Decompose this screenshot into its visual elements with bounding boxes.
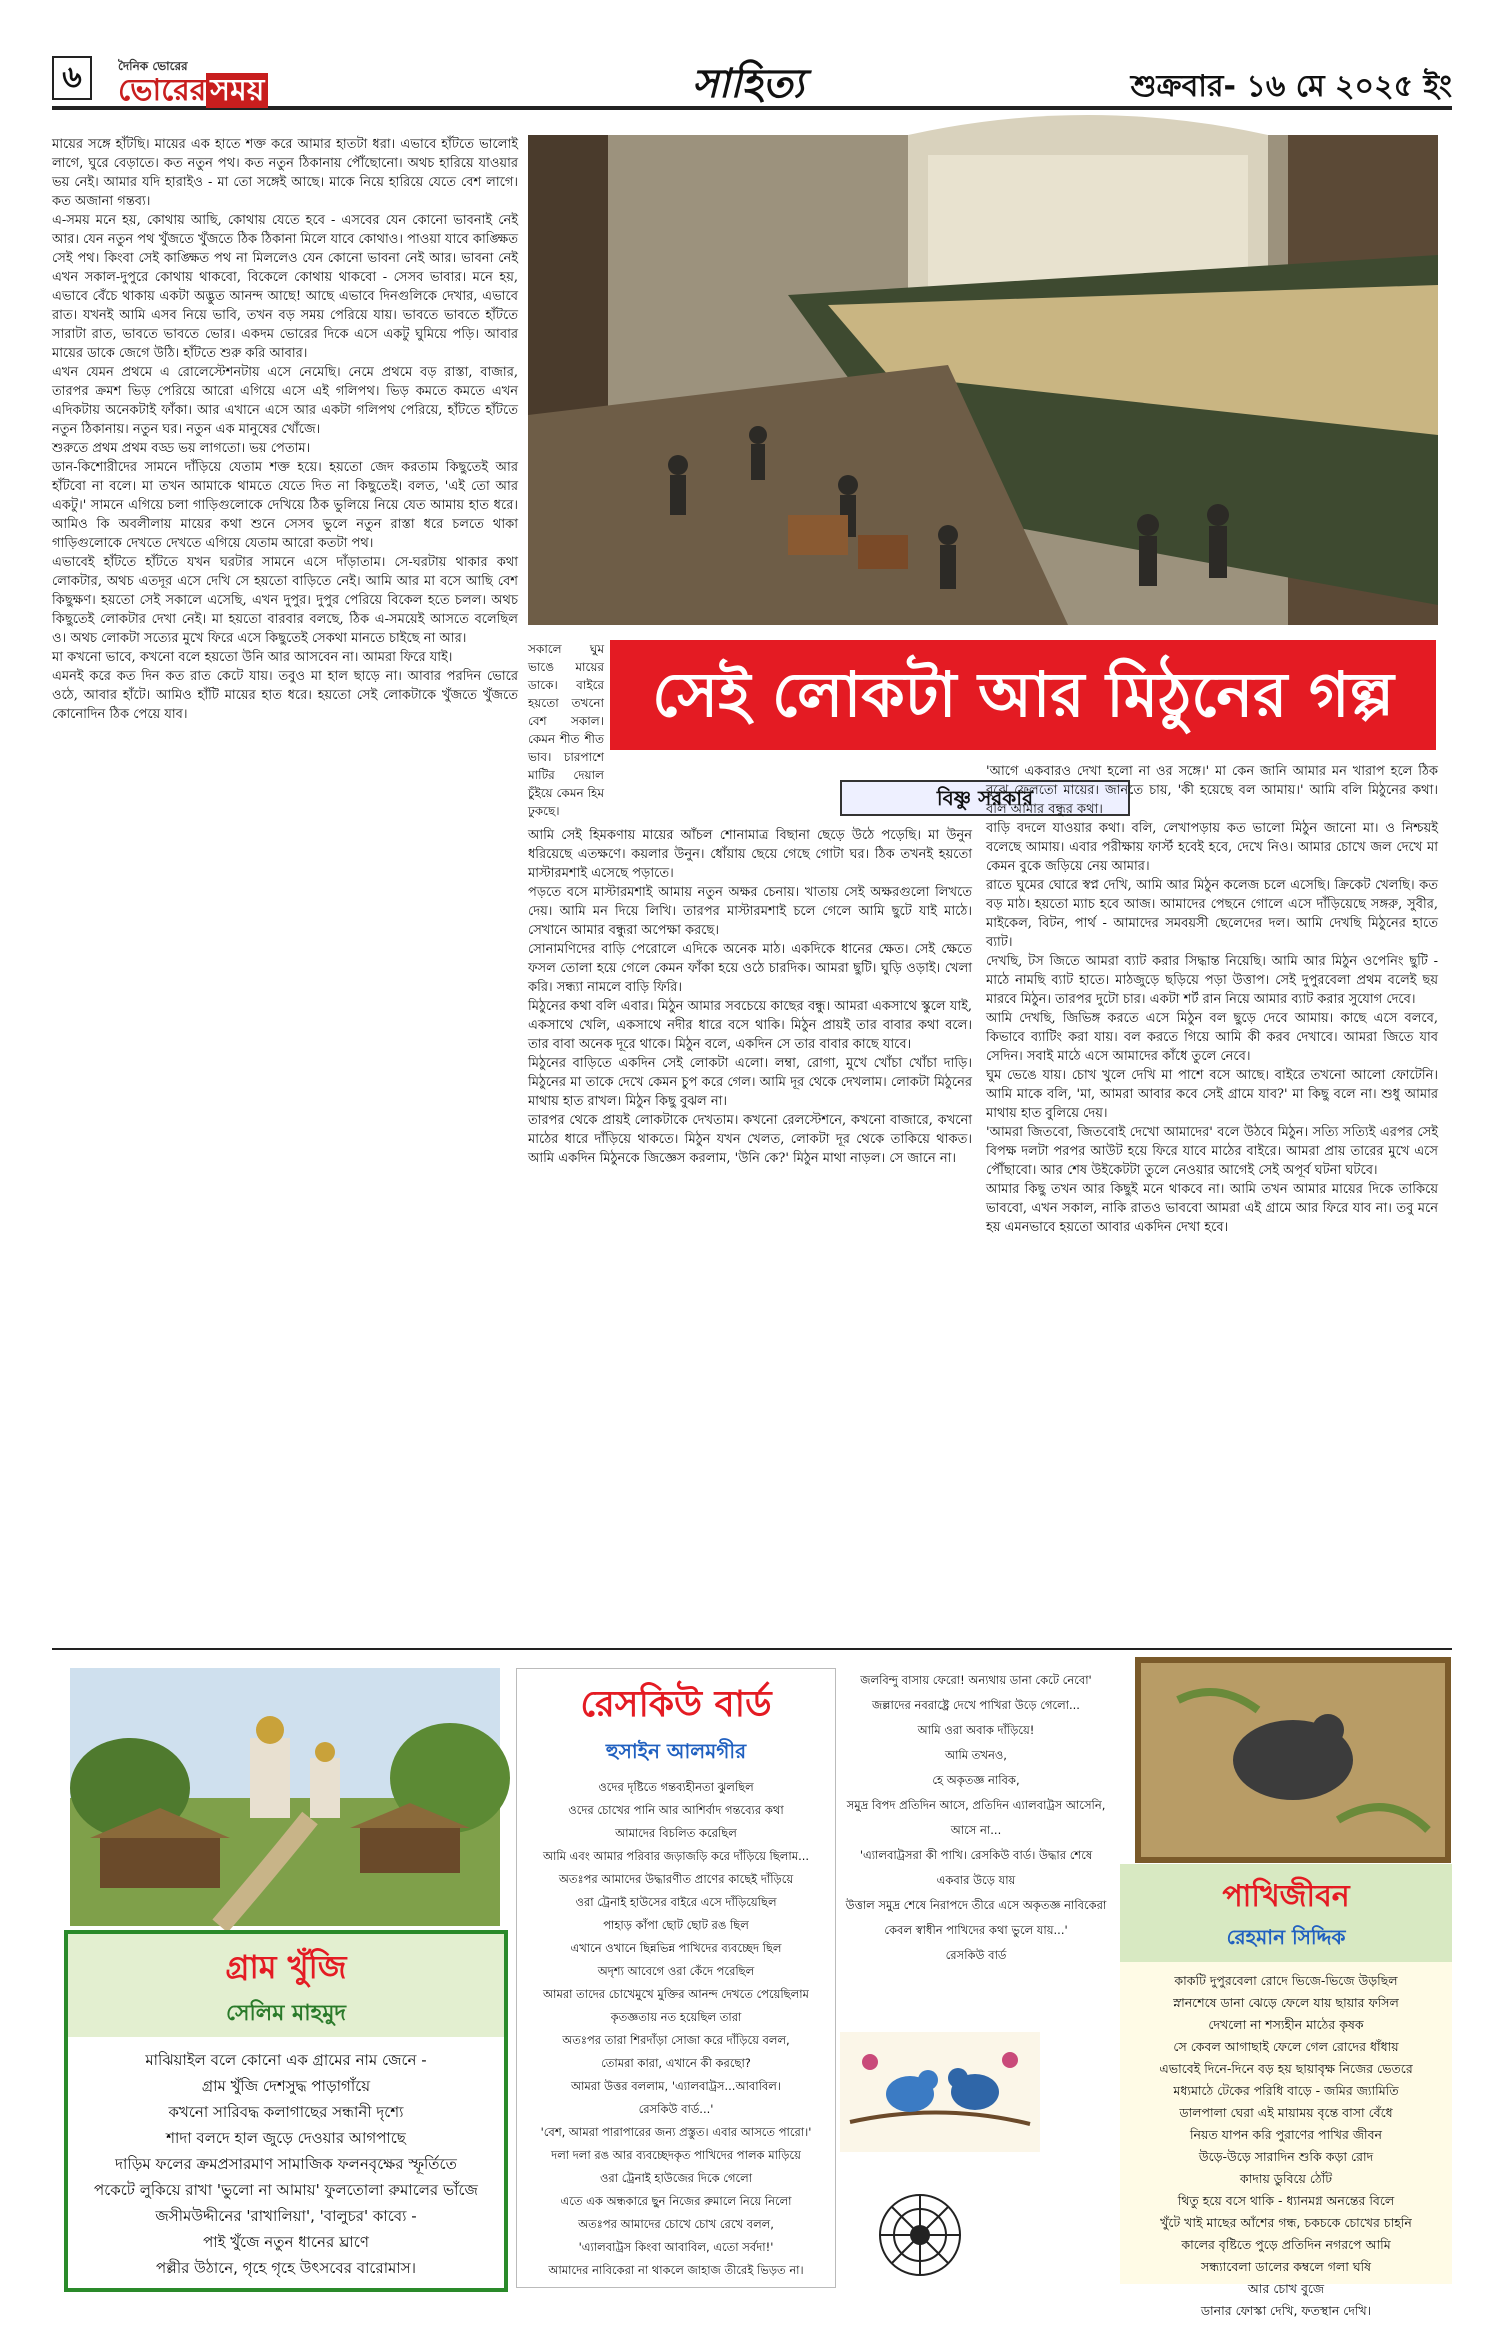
- poem-line: 'বেশ, আমরা পারাপারের জন্য প্রস্তুত। এবার আসতে পারো।': [540, 2125, 812, 2139]
- paragraph: এ-সময় মনে হয়, কোথায় আছি, কোথায় যেতে হবে - এসবের যেন কোনো ভাবনাই নেই আর। যেন নতুন পথ খুঁজতে খুঁজতে ঠিক ঠিকানা মিলে যাবে কোথাও। পাওয়া যাবে কাঙ্ক্ষিত সেই পথ। কিংবা সেই কাঙ্ক্ষিত পথ না মিললেও যেন কোনো ভাবনা নেই আর। ভাবনা নেই এখন সকাল-দুপুরে কোথায় থাকবো, বিকেলে কোথায় থাকবো - সেসব ভাবার। মনে হয়, এভাবে বেঁচে থাকায় একটা অদ্ভুত আনন্দ আছে! আছে এভাবে দিনগুলিকে দেখার, এভাবে রাত। যখনই আমি এসব নিয়ে ভাবি, তখন বড় সময় পেরিয়ে যায়। ভাবতে ভাবতে হাঁটতে সারাটা রাত, ভাবতে ভাবতে ভোর। একদম ভোরের দিকে এসে একটু ঘুমিয়ে পড়ি। আবার মায়ের ডাকে জেগে উঠি। হাঁটতে শুরু করি আবার।: [52, 213, 518, 361]
- poem-author: হুসাইন আলমগীর: [605, 1739, 747, 1763]
- poem-line: দেখলো না শস্যহীন মাঠের কৃষক: [1208, 2017, 1364, 2032]
- poem-line: জলবিন্দু বাসায় ফেরো! অন্যথায় ডানা কেটে নেবো': [860, 1673, 1092, 1687]
- poem-pakhijibon: [1120, 1864, 1452, 2318]
- story-author: বিষ্ণু সরকার: [840, 780, 1130, 816]
- railway-station-painting: [528, 135, 1438, 625]
- poem-line: একবার উড়ে যায়: [936, 1873, 1016, 1887]
- poem-line: কালের বৃষ্টিতে পুড়ে প্রতিদিন নগরপে আমি: [1181, 2237, 1391, 2252]
- poem-gram-khuji: [64, 1930, 508, 2292]
- poem-line: রেসকিউ বার্ড...': [638, 2102, 714, 2116]
- village-painting: [70, 1668, 500, 1926]
- poem-line: ওরা ট্রেনাই হাউজের দিকে গেলো: [599, 2171, 753, 2185]
- poem-line: কৃতজ্ঞতায় নত হয়েছিল তারা: [610, 2010, 742, 2024]
- village-svg: [70, 1668, 500, 1926]
- poem-line: দাড়িম ফলের ক্রমপ্রসারমাণ সামাজিক ফলনবৃক্ষের স্ফূর্তিতে: [115, 2155, 457, 2173]
- poem-line: উড়ে-উড়ে সারাদিন শুকি কড়া রোদ: [1198, 2149, 1374, 2164]
- poem-line: এভাবেই দিনে-দিনে বড় হয় ছায়াবৃক্ষ নিজের ভেতরে: [1159, 2061, 1413, 2076]
- poem-line: আমাদের নাবিকেরা না থাকলে জাহাজ তীরেই ভিড়ত না।: [548, 2263, 804, 2277]
- poem-line: গ্রাম খুঁজি দেশসুদ্ধ পাড়াগাঁয়ে: [201, 2077, 371, 2095]
- poem-rescue-bird-cont: [840, 1668, 1112, 2028]
- poem-line: হে অকৃতজ্ঞ নাবিক,: [932, 1773, 1020, 1787]
- poem-line: জসীমউদ্দীনের 'রাখালিয়া', 'বালুচর' কাব্যে -: [155, 2207, 417, 2225]
- poem-line: আমি তখনও,: [945, 1748, 1007, 1762]
- paragraph: এমনই করে কত দিন কত রাত কেটে যায়। তবুও মা হাল ছাড়ে না। আবার পরদিন ভোরে ওঠে, আবার হাঁটে। আমিও হাঁটি মায়ের হাত ধরে। হয়তো সেই লোকটাকে খুঁজতে খুঁজতে কোনোদিন ঠিক পেয়ে যাব।: [52, 669, 518, 722]
- poem-line: ডালপালা ঘেরা এই মায়াময় বৃন্তে বাসা বেঁধে: [1179, 2105, 1393, 2120]
- mandala-svg: [860, 2180, 980, 2290]
- paragraph: রাতে ঘুমের ঘোরে স্বপ্ন দেখি, আমি আর মিঠুন কলেজ চলে এসেছি। ক্রিকেট খেলছি। কত বড় মাঠ। হয়তো ম্যাচ হবে আজ। আমাদের পেছনে গোলে এসে দাঁড়িয়েছে সঙ্গরু, সুবীর, মাইকেল, বিটন, পার্থ - আমাদের সমবয়সী ছেলেদের দল। আমি দেখছি মিঠুনের হাতে ব্যাট।: [986, 878, 1438, 950]
- paragraph: তারপর থেকে প্রায়ই লোকটাকে দেখতাম। কখনো রেলস্টেশনে, কখনো বাজারে, কখনো মাঠের ধারে দাঁড়িয়ে থাকতে। মিঠুন যখন খেলত, লোকটা দূর থেকে তাকিয়ে থাকত। আমি একদিন মিঠুনকে জিজ্ঞেস করলাম, 'উনি কে?' মিঠুন মাথা নাড়ল। সে জানে না।: [528, 1113, 972, 1166]
- poem-line: তোমরা কারা, এখানে কী করছো?: [601, 2056, 751, 2070]
- poem-line: এখানে ওখানে ছিন্নভিন্ন পাখিদের ব্যবচ্ছেদ ছিল: [570, 1941, 782, 1955]
- poem-line: আসে না...: [950, 1823, 1002, 1837]
- page-number: ৬: [52, 56, 92, 100]
- poem-line: মধ্যমাঠে টেকের পরিধি বাড়ে - জমির জ্যামিতি: [1173, 2083, 1399, 2098]
- section-title: সাহিত্য: [692, 60, 805, 107]
- poem-rescue-bird: [516, 1668, 836, 2288]
- poem-line: অতঃপর আমাদের উদ্ধারণীত প্রাণের কাছেই দাঁড়িয়ে: [558, 1872, 794, 1886]
- paragraph: মিঠুনের কথা বলি এবার। মিঠুন আমার সবচেয়ে কাছের বন্ধু। আমরা একসাথে স্কুলে যাই, একসাথে খেলি, একসাথে নদীর ধারে বসে থাকি। মিঠুন প্রায়ই তার বাবার কথা বলে। তার বাবা অনেক দূরে থাকে। মিঠুন বলে, একদিন সে তার বাবার কাছে যাবে।: [528, 999, 972, 1052]
- poem-line: নিয়ত যাপন করি পুরাণের পাখির জীবন: [1189, 2127, 1382, 2142]
- poem-line: জল্লাদের নবরাষ্ট্রে দেখে পাখিরা উড়ে গেলো...: [872, 1698, 1080, 1712]
- poem-line: আমরা তাদের চোখেমুখে মুক্তির আনন্দ দেখতে পেয়েছিলাম: [543, 1987, 809, 2001]
- paragraph: এভাবেই হাঁটতে হাঁটতে যখন ঘরটার সামনে এসে দাঁড়াতাম। সে-ঘরটায় থাকার কথা লোকটার, অথচ এতদূর এসে দেখি সে হয়তো বাড়িতে নেই। আমি আর মা বসে আছি বেশ কিছুক্ষণ। হয়তো সেই সকালে এসেছি, এখন দুপুর। দুপুর পেরিয়ে বিকেল হতে চলল। অথচ কিছুতেই লোকটার দেখা নেই। মা হয়তো বারবার বলছে, ঠিক এ-সময়েই আসতে বলেছিল ও। অথচ লোকটা সত্যের মুখে ফিরে এসে কিছুতেই সেকথা মানতে চাইছে না আর।: [52, 555, 518, 646]
- poem-line: দলা দলা রঙ আর ব্যবচ্ছেদকৃত পাখিদের পালক মাড়িয়ে: [551, 2148, 801, 2162]
- poem-line: পকেটে লুকিয়ে রাখা 'ভুলো না আমায়' ফুলতোলা রুমালের ভাঁজে: [94, 2181, 478, 2199]
- poem-line: কেবল স্বাধীন পাখিদের কথা ভুলে যায়...': [884, 1923, 1068, 1937]
- bird-painting: [1138, 1660, 1448, 1860]
- story-column-2: সকালে ঘুম ভাঙে মায়ের ডাকে। বাইরে হয়তো তখনো বেশ সকাল। কেমন শীত শীত ভাব। চারপাশে মাটির দেয়াল চুঁইয়ে কেমন হিম ঢুকছে।: [528, 642, 604, 818]
- section-divider: [52, 1648, 1452, 1650]
- poem-line: কাদায় ডুবিয়ে ঠোঁট: [1239, 2171, 1333, 2186]
- poem-line: ডানার ফোস্কা দেখি, ফতস্থান দেখি।: [1200, 2303, 1372, 2318]
- poem-line: আমি ওরা অবাক দাঁড়িয়ে!: [917, 1723, 1035, 1737]
- story-title: সেই লোকটা আর মিঠুনের গল্প: [610, 640, 1436, 750]
- story-column-3: [986, 762, 1438, 1626]
- poem-line: সমুদ্র বিপদ প্রতিদিন আসে, প্রতিদিন এ্যালবাট্রস আসেনি,: [846, 1798, 1106, 1812]
- poem-line: ওরা ট্রেনাই হাউসের বাইরে এসে দাঁড়িয়েছিল: [575, 1895, 777, 1909]
- poem-line: আমাদের বিচলিত করেছিল: [615, 1826, 737, 1840]
- poem-title: গ্রাম খুঁজি: [225, 1948, 347, 1986]
- paragraph: আমার কিছু তখন আর কিছুই মনে থাকবে না। আমি তখন আমার মায়ের দিকে তাকিয়ে ভাববো, এখন সকাল, নাকি রাতও ভাববো আমরা এই গ্রামে আর ফিরে যাব না। তবু মনে হয় এমনভাবে হয়তো আবার একদিন দেখা হবে।: [986, 1182, 1438, 1235]
- poem-line: শাদা বলদে হাল জুড়ে দেওয়ার আগপাছে: [166, 2129, 406, 2147]
- poem-line: ওদের দৃষ্টিতে গন্তব্যহীনতা ঝুলছিল: [598, 1780, 754, 1794]
- poem-line: এতে এক অন্ধকারে ছুন নিজের রুমালে নিয়ে নিলো: [560, 2194, 792, 2208]
- poem-line: পাই খুঁজে নতুন ধানের ঘ্রাণে: [203, 2233, 369, 2251]
- paragraph: ঘুম ভেঙে যায়। চোখ খুলে দেখি মা পাশে বসে আছে। বাইরে তখনো আলো ফোটেনি। আমি মাকে বলি, 'মা, আমরা আবার কবে সেই গ্রামে যাব?' মা কিছু বলে না। শুধু আমার মাথায় হাত বুলিয়ে দেয়।: [986, 1068, 1438, 1121]
- paragraph: দেখছি, টস জিতে আমরা ব্যাট করার সিদ্ধান্ত নিয়েছি। আমি আর মিঠুন ওপেনিং ছুটি - মাঠে নামছি ব্যাট হাতে। মাঠজুড়ে ছড়িয়ে পড়া উত্তাপ। সেই দুপুরবেলা প্রথম বলেই ছয় মারবে মিঠুন। তারপর দুটো চার। একটা শর্ট রান নিয়ে আমার ব্যাট করার সুযোগ দেবে।: [986, 954, 1438, 1007]
- two-birds-illustration: [840, 2032, 1040, 2152]
- poem-line: 'এ্যালবাট্রসরা কী পাখি। রেসকিউ বার্ড। উদ্ধার শেষে: [859, 1848, 1093, 1862]
- poem-line: সন্ধ্যাবেলা ডালের কম্বলে গলা ঘষি: [1200, 2259, 1372, 2274]
- story-column-1: [52, 135, 518, 1635]
- paragraph: মিঠুনের বাড়িতে একদিন সেই লোকটা এলো। লম্বা, রোগা, মুখে খোঁচা খোঁচা দাড়ি। মিঠুনের মা তাকে দেখে কেমন চুপ করে গেল। আমি দূর থেকে দেখলাম। লোকটা মিঠুনের মাথায় হাত রাখল। মিঠুন কিছু বুঝল না।: [528, 1056, 972, 1109]
- paragraph: শুরুতে প্রথম প্রথম বড্ড ভয় লাগতো। ভয় পেতাম।: [52, 441, 311, 456]
- paragraph: আমি দেখছি, জিভিঙ্গ করতে এসে মিঠুন বল ছুড়ে দেবে আমায়। কাছে এসে বলবে, কিভাবে ব্যাটিং করা যায়। বল করতে গিয়ে আমি কী করব দেখাবে। আমরা জিতে যাব সেদিন। সবাই মাঠে এসে আমাদের কাঁধে তুলে নেবে।: [986, 1011, 1438, 1064]
- mandala-ornament: [860, 2180, 980, 2290]
- paragraph: এখন যেমন প্রথমে এ রোলেস্টেশনটায় এসে নেমেছি। নেমে প্রথমে বড় রাস্তা, বাজার, তারপর ক্রমশ ভিড় পেরিয়ে আরো এগিয়ে এসে এই গলিপথ। ভিড় কমতে কমতে এখন এদিকটায় অনেকটাই ফাঁকা। আর এখানে এসে আর একটা গলিপথ পেরিয়ে, হাঁটতে হাঁটতে নতুন ঠিকানায়। নতুন ঘর। নতুন এক মানুষের খোঁজে।: [52, 365, 518, 437]
- poem-line: আর চোখ বুজে: [1247, 2281, 1325, 2296]
- poem-line: স্নানশেষে ডানা ঝেড়ে ফেলে যায় ছায়ার ফসিল: [1173, 1995, 1399, 2010]
- poem-line: অতঃপর তারা শিরদাঁড়া সোজা করে দাঁড়িয়ে বলল,: [562, 2033, 790, 2047]
- poem-line: পাহাড় কাঁপা ছোট ছোট রঙ ছিল: [603, 1918, 749, 1932]
- newspaper-logo: দৈনিক ভোরের ভোরের সময়: [118, 54, 268, 117]
- poem-line: খুঁটে খাই মাছের আঁশের গন্ধ, চকচকে চোখের চাহনি: [1160, 2215, 1412, 2230]
- poem-line: উত্তাল সমুদ্র শেষে নিরাপদে তীরে এসে অকৃতজ্ঞ নাবিকেরা: [845, 1898, 1107, 1912]
- poem-line: ওদের চোখের পানি আর আশির্বাদ গন্তব্যের কথা: [568, 1803, 784, 1817]
- poem-line: আমরা উত্তর বললাম, 'এ্যালবাট্রস...আবাবিল।: [571, 2079, 781, 2093]
- painting-svg: [528, 135, 1438, 625]
- paragraph: 'আমরা জিতবো, জিতবোই দেখো আমাদের' বলে উঠবে মিঠুন। সত্যি সত্যিই এরপর সেই বিপক্ষ দলটা পরপর আউট হয়ে ফিরে যাবে মাঠের বাইরে। আমরা প্রায় তারের মুখে এসে পৌঁছাবো। আর শেষ উইকেটটা তুলে নেওয়ার আগেই সেই অপূর্ব ঘটনা ঘটবে।: [986, 1125, 1438, 1178]
- poem-line: কাকটি দুপুরবেলা রোদে ভিজে-ভিজে উড়ছিল: [1174, 1973, 1398, 1988]
- poem-line: অতঃপর আমাদের চোখে চোখ রেখে বলল,: [578, 2217, 774, 2231]
- poem-line: অদৃশ্য আবেগে ওরা কেঁদে পরেছিল: [597, 1964, 755, 1978]
- poem-line: রেসকিউ বার্ড: [945, 1948, 1007, 1962]
- issue-date: শুক্রবার- ১৬ মে ২০২৫ ইং: [1130, 69, 1452, 104]
- poem-line: কখনো সারিবদ্ধ কলাগাছের সন্ধানী দৃশ্যে: [168, 2103, 404, 2121]
- poem-line: থিতু হয়ে বসে থাকি - ধ্যানমগ্ন অনন্তের বিলে: [1177, 2193, 1395, 2208]
- page-header: [52, 52, 1452, 110]
- bird-painting-svg: [1138, 1660, 1448, 1860]
- paragraph: বাড়ি বদলে যাওয়ার কথা। বলি, লেখাপড়ায় কত ভালো মিঠুন জানো মা। ও নিশ্চয়ই বলেছে আমায়। এবার পরীক্ষায় ফার্স্ট হবেই হবে, দেখে নিও। আমার চোখে জল দেখে মা কেমন বুকে জড়িয়ে নেয় আমার।: [986, 821, 1438, 874]
- poem-title: রেসকিউ বার্ড: [580, 1684, 772, 1725]
- paragraph: 'আগে একবারও দেখা হলো না ওর সঙ্গে।' মা কেন জানি আমার মন খারাপ হলে ঠিক বুঝে ফেলতো মায়ের। জানতে চায়, 'কী হয়েছে বল আমায়।' আমি বলি মিঠুনের কথা। বলি আমার বন্ধুর কথা।: [986, 764, 1438, 817]
- paragraph: সোনামণিদের বাড়ি পেরোলে এদিকে অনেক মাঠ। একদিকে ধানের ক্ষেত। সেই ক্ষেতে ফসল তোলা হয়ে গেলে কেমন ফাঁকা হয়ে ওঠে চারদিক। আমরা ছুটি। ঘুড়ি ওড়াই। খেলা করি। সন্ধ্যা নামলে বাড়ি ফিরি।: [528, 942, 972, 995]
- poem-author: রেহমান সিদ্দিক: [1120, 1923, 1452, 1962]
- poem-line: 'এ্যালবাট্রস কিংবা আবাবিল, এতো সর্বদা!': [578, 2240, 774, 2254]
- poem-line: মাঝিয়াইল বলে কোনো এক গ্রামের নাম জেনে -: [145, 2051, 427, 2069]
- paragraph: পড়তে বসে মাস্টারমশাই আমায় নতুন অক্ষর চেনায়। খাতায় সেই অক্ষরগুলো লিখতে দেয়। আমি মন দিয়ে লিখি। তারপর মাস্টারমশাই চলে গেলে আমি ছুটে যাই মাঠে। সেখানে আমার বন্ধুরা অপেক্ষা করছে।: [528, 885, 972, 938]
- birds-svg: [840, 2032, 1040, 2152]
- paragraph: ডান-কিশোরীদের সামনে দাঁড়িয়ে যেতাম শক্ত হয়ে। হয়তো জেদ করতাম কিছুতেই আর হাঁটবো না বলে। মা তখন আমাকে থামতে যেতে দিত না কিছুতেই। বলত, 'এই তো আর একটু।' সামনে এগিয়ে চলা গাড়িগুলোকে দেখিয়ে ঠিক ভুলিয়ে নিয়ে যেত আমায় হাত ধরে। আমিও কি অবলীলায় মায়ের কথা শুনে সেসব ভুলে নতুন রাস্তা ধরে চলতে থাকা গাড়িগুলোকে দেখতে দেখতে এগিয়ে যেতাম আরো কতটা পথ।: [52, 460, 518, 551]
- paragraph: মা কখনো ভাবে, কখনো বলে হয়তো উনি আর আসবেন না। আমরা ফিরে যাই।: [52, 650, 453, 665]
- poem-author: সেলিম মাহমুদ: [226, 2001, 346, 2026]
- poem-title: পাখিজীবন: [1120, 1864, 1452, 1923]
- poem-line: আমি এবং আমার পরিবার জড়াজড়ি করে দাঁড়িয়ে ছিলাম...: [542, 1849, 810, 1863]
- paragraph: আমি সেই হিমকণায় মায়ের আঁচল শোনামাত্র বিছানা ছেড়ে উঠে পড়েছি। মা উনুন ধরিয়েছে এতক্ষণে। কয়লার উনুন। ধোঁয়ায় ছেয়ে গেছে গোটা ঘর। ঠিক তখনই হয়তো মাস্টারমশাই এসেছে পড়াতে।: [528, 828, 972, 881]
- story-column-2-body: [528, 826, 972, 1626]
- paragraph: মায়ের সঙ্গে হাঁটছি। মায়ের এক হাতে শক্ত করে আমার হাতটা ধরা। এভাবে হাঁটতে ভালোই লাগে, ঘুরে বেড়াতে। কত নতুন পথ। কত নতুন ঠিকানায় পৌঁছোনো। অথচ হারিয়ে যাওয়ার ভয় নেই। আমার যদি হারাইও - মা তো সঙ্গেই আছে। মাকে নিয়ে হারিয়ে যেতে বেশ লাগে। কত অজানা গন্তব্য।: [52, 137, 518, 209]
- poem-line: সে কেবল আগাছাই ফেলে গেল রোদের ধাঁধায়: [1173, 2039, 1399, 2054]
- poem-line: পল্লীর উঠানে, গৃহে গৃহে উৎসবের বারোমাস।: [155, 2259, 417, 2277]
